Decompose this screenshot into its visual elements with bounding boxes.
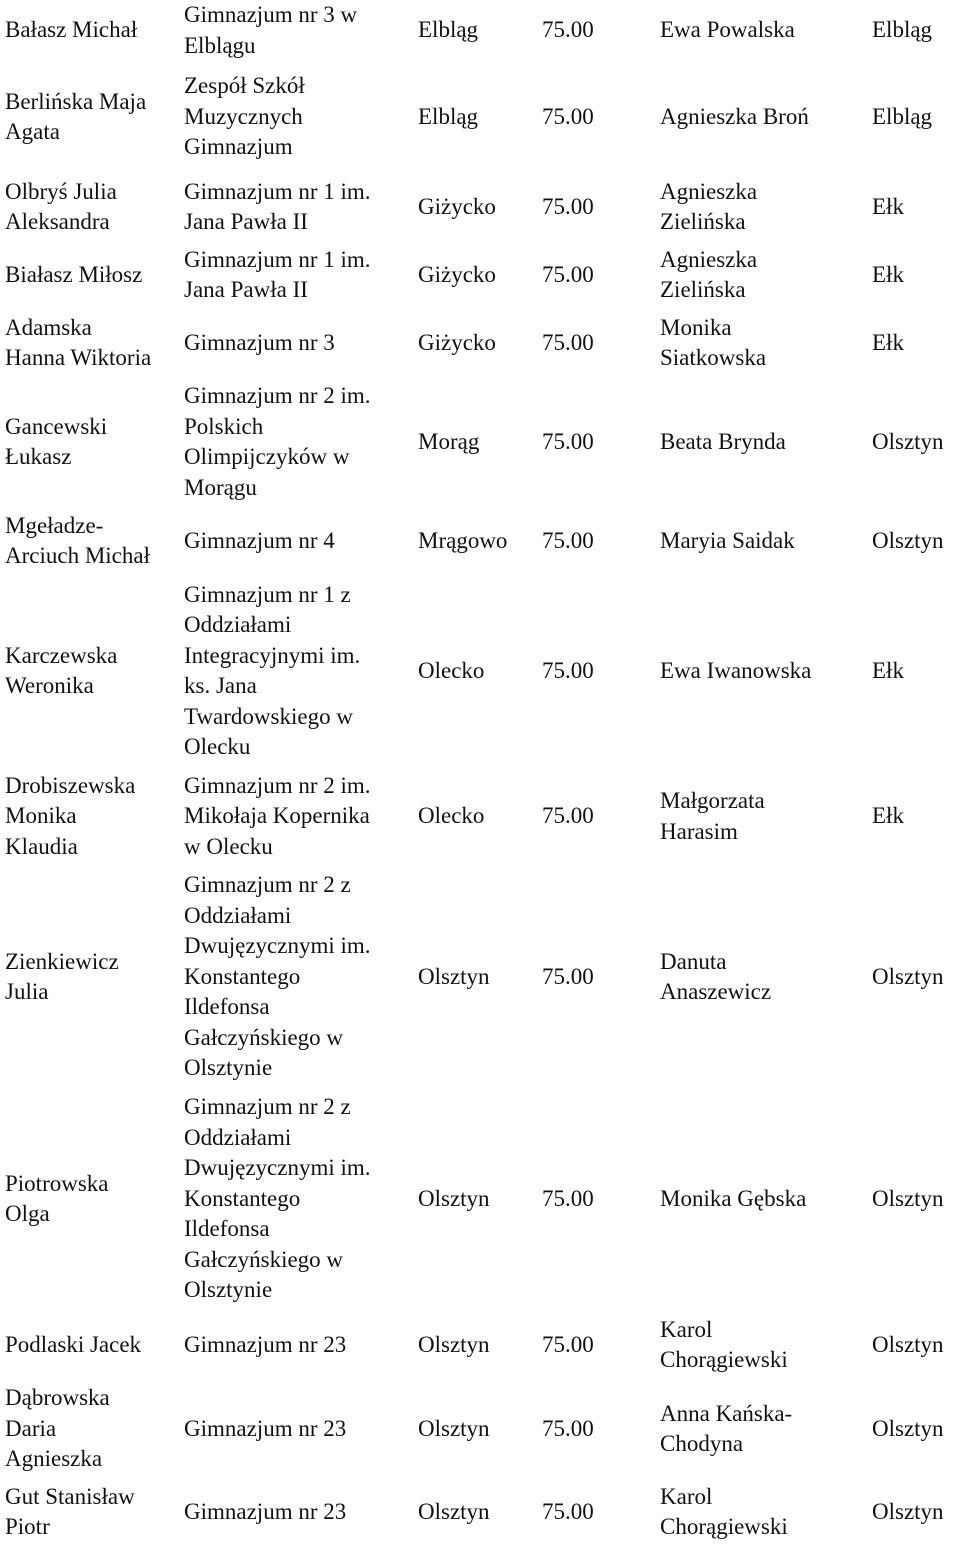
region: Olsztyn bbox=[872, 1185, 944, 1211]
city: Elbląg bbox=[418, 17, 479, 43]
region: Olsztyn bbox=[872, 428, 944, 454]
table-row bbox=[0, 1310, 960, 1380]
city: Olecko bbox=[418, 803, 485, 829]
table-row bbox=[0, 1478, 960, 1546]
score: 75.00 bbox=[542, 103, 594, 129]
city: Giżycko bbox=[418, 193, 496, 219]
table-row bbox=[0, 767, 960, 866]
score: 75.00 bbox=[542, 17, 594, 43]
teacher-name: Agnieszka Zielińska bbox=[660, 246, 758, 302]
student-name: Zienkiewicz Julia bbox=[5, 948, 119, 1004]
region: Ełk bbox=[872, 261, 904, 287]
city: Mrągowo bbox=[418, 527, 508, 553]
student-name: Mgeładze- Arciuch Michał bbox=[5, 512, 150, 568]
score: 75.00 bbox=[542, 963, 594, 989]
city: Olsztyn bbox=[418, 1415, 490, 1441]
city: Giżycko bbox=[418, 329, 496, 355]
school-name: Zespół Szkół Muzycznych Gimnazjum bbox=[184, 73, 305, 160]
teacher-name: Anna Kańska- Chodyna bbox=[660, 1400, 793, 1456]
school-name: Gimnazjum nr 2 im. Mikołaja Kopernika w Olecku bbox=[184, 772, 371, 859]
school-name: Gimnazjum nr 3 w Elblągu bbox=[184, 2, 358, 58]
teacher-name: Monika Siatkowska bbox=[660, 314, 767, 370]
score: 75.00 bbox=[542, 261, 594, 287]
city: Olsztyn bbox=[418, 1185, 490, 1211]
score: 75.00 bbox=[542, 193, 594, 219]
score: 75.00 bbox=[542, 657, 594, 683]
student-name: Berlińska Maja Agata bbox=[5, 88, 147, 144]
city: Olsztyn bbox=[418, 1331, 490, 1357]
city: Olsztyn bbox=[418, 1498, 490, 1524]
score: 75.00 bbox=[542, 527, 594, 553]
region: Ełk bbox=[872, 657, 904, 683]
region: Elbląg bbox=[872, 103, 933, 129]
teacher-name: Maryia Saidak bbox=[660, 527, 795, 553]
school-name: Gimnazjum nr 4 bbox=[184, 527, 335, 553]
score: 75.00 bbox=[542, 1498, 594, 1524]
school-name: Gimnazjum nr 2 z Oddziałami Dwujęzycznymi im. Konstantego Ildefonsa Gałczyńskiego w Olsztynie bbox=[184, 872, 371, 1081]
school-name: Gimnazjum nr 1 im. Jana Pawła II bbox=[184, 246, 371, 302]
score: 75.00 bbox=[542, 1331, 594, 1357]
city: Elbląg bbox=[418, 103, 479, 129]
student-name: Białasz Miłosz bbox=[5, 261, 143, 287]
table-row bbox=[0, 507, 960, 575]
teacher-name: Beata Brynda bbox=[660, 428, 786, 454]
region: Olsztyn bbox=[872, 1331, 944, 1357]
table-row bbox=[0, 866, 960, 1088]
teacher-name: Danuta Anaszewicz bbox=[660, 948, 772, 1004]
region: Ełk bbox=[872, 329, 904, 355]
student-name: Karczewska Weronika bbox=[5, 642, 118, 698]
table-row bbox=[0, 309, 960, 377]
table-row bbox=[0, 241, 960, 309]
teacher-name: Agnieszka Broń bbox=[660, 103, 809, 129]
table-row bbox=[0, 173, 960, 241]
teacher-name: Ewa Iwanowska bbox=[660, 657, 812, 683]
student-name: Dąbrowska Daria Agnieszka bbox=[5, 1385, 110, 1472]
score: 75.00 bbox=[542, 329, 594, 355]
city: Morąg bbox=[418, 428, 480, 454]
city: Olsztyn bbox=[418, 963, 490, 989]
city: Giżycko bbox=[418, 261, 496, 287]
teacher-name: Karol Chorągiewski bbox=[660, 1316, 788, 1372]
score: 75.00 bbox=[542, 1415, 594, 1441]
student-name: Piotrowska Olga bbox=[5, 1170, 109, 1226]
region: Elbląg bbox=[872, 17, 933, 43]
school-name: Gimnazjum nr 1 im. Jana Pawła II bbox=[184, 178, 371, 234]
score: 75.00 bbox=[542, 428, 594, 454]
region: Ełk bbox=[872, 803, 904, 829]
region: Olsztyn bbox=[872, 963, 944, 989]
teacher-name: Agnieszka Zielińska bbox=[660, 178, 758, 234]
table-row bbox=[0, 0, 960, 61]
student-name: Gancewski Łukasz bbox=[5, 413, 108, 469]
teacher-name: Karol Chorągiewski bbox=[660, 1483, 788, 1539]
table-row bbox=[0, 377, 960, 507]
student-name: Olbryś Julia Aleksandra bbox=[5, 178, 117, 234]
student-name: Bałasz Michał bbox=[5, 17, 138, 43]
school-name: Gimnazjum nr 23 bbox=[184, 1498, 347, 1524]
region: Olsztyn bbox=[872, 1498, 944, 1524]
school-name: Gimnazjum nr 23 bbox=[184, 1331, 347, 1357]
region: Olsztyn bbox=[872, 527, 944, 553]
school-name: Gimnazjum nr 2 im. Polskich Olimpijczyków w Morągu bbox=[184, 383, 371, 500]
school-name: Gimnazjum nr 3 bbox=[184, 329, 335, 355]
student-name: Drobiszewska Monika Klaudia bbox=[5, 772, 136, 859]
city: Olecko bbox=[418, 657, 485, 683]
student-name: Adamska Hanna Wiktoria bbox=[5, 314, 152, 370]
teacher-name: Małgorzata Harasim bbox=[660, 788, 765, 844]
school-name: Gimnazjum nr 23 bbox=[184, 1415, 347, 1441]
table-row bbox=[0, 61, 960, 173]
score: 75.00 bbox=[542, 803, 594, 829]
region: Olsztyn bbox=[872, 1415, 944, 1441]
table-row bbox=[0, 1380, 960, 1478]
table-row bbox=[0, 1088, 960, 1310]
student-name: Gut Stanisław Piotr bbox=[5, 1483, 135, 1539]
school-name: Gimnazjum nr 2 z Oddziałami Dwujęzycznymi im. Konstantego Ildefonsa Gałczyńskiego w Olsztynie bbox=[184, 1094, 371, 1303]
score: 75.00 bbox=[542, 1185, 594, 1211]
student-name: Podlaski Jacek bbox=[5, 1331, 142, 1357]
teacher-name: Ewa Powalska bbox=[660, 17, 795, 43]
teacher-name: Monika Gębska bbox=[660, 1185, 807, 1211]
region: Ełk bbox=[872, 193, 904, 219]
table-row bbox=[0, 575, 960, 767]
school-name: Gimnazjum nr 1 z Oddziałami Integracyjnymi im. ks. Jana Twardowskiego w Olecku bbox=[184, 581, 361, 759]
